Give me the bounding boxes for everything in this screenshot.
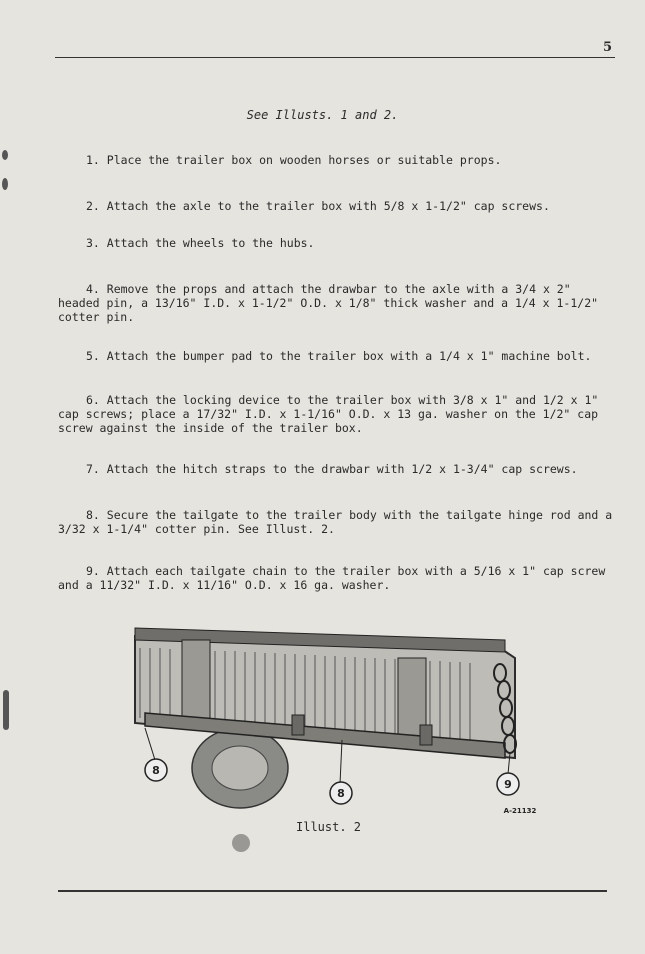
part-number: A-21132 bbox=[503, 807, 537, 815]
callout-8-center: 8 bbox=[337, 787, 345, 800]
step-7: 7. Attach the hitch straps to the drawbar with 1/2 x 1-3/4" cap screws. bbox=[86, 462, 578, 476]
margin-mark bbox=[2, 178, 8, 190]
margin-mark bbox=[3, 690, 9, 730]
step-9: 9. Attach each tailgate chain to the trailer box with a 5/16 x 1" cap screw and a 11/32" I.D. x 11/16" O.D. x 16 ga. washer. bbox=[58, 564, 613, 592]
top-rule bbox=[55, 57, 615, 58]
step-6: 6. Attach the locking device to the trailer box with 3/8 x 1" and 1/2 x 1" cap screws; place a 17/32" I.D. x 1-1/16" O.D. x 13 ga. washer on the 1/2" cap screw against the inside of the trailer box. bbox=[58, 393, 606, 435]
callout-9: 9 bbox=[504, 778, 512, 791]
step-2: 2. Attach the axle to the trailer box with 5/8 x 1-1/2" cap screws. bbox=[86, 199, 550, 213]
step-3: 3. Attach the wheels to the hubs. bbox=[86, 236, 315, 250]
bottom-rule bbox=[58, 890, 607, 892]
hinge-left bbox=[182, 640, 210, 718]
callout-8-left: 8 bbox=[152, 764, 160, 777]
ink-blot bbox=[232, 834, 250, 852]
step-4: 4. Remove the props and attach the drawbar to the axle with a 3/4 x 2" headed pin, a 13/16" I.D. x 1-1/2" O.D. x 1/8" thick washer and a 1/4 x 1-1/2" cotter pin. bbox=[58, 282, 605, 324]
tailgate-illustration bbox=[120, 618, 550, 828]
page-number: 5 bbox=[602, 40, 612, 55]
step-8: 8. Secure the tailgate to the trailer body with the tailgate hinge rod and a 3/32 x 1-1/4" cotter pin. See Illust. 2. bbox=[58, 508, 620, 536]
margin-mark bbox=[2, 150, 8, 160]
step-1: 1. Place the trailer box on wooden horses or suitable props. bbox=[86, 153, 502, 167]
illustration-reference: See Illusts. 1 and 2. bbox=[246, 108, 399, 122]
step-5: 5. Attach the bumper pad to the trailer box with a 1/4 x 1" machine bolt. bbox=[86, 349, 592, 363]
figure-caption: Illust. 2 bbox=[296, 820, 362, 834]
